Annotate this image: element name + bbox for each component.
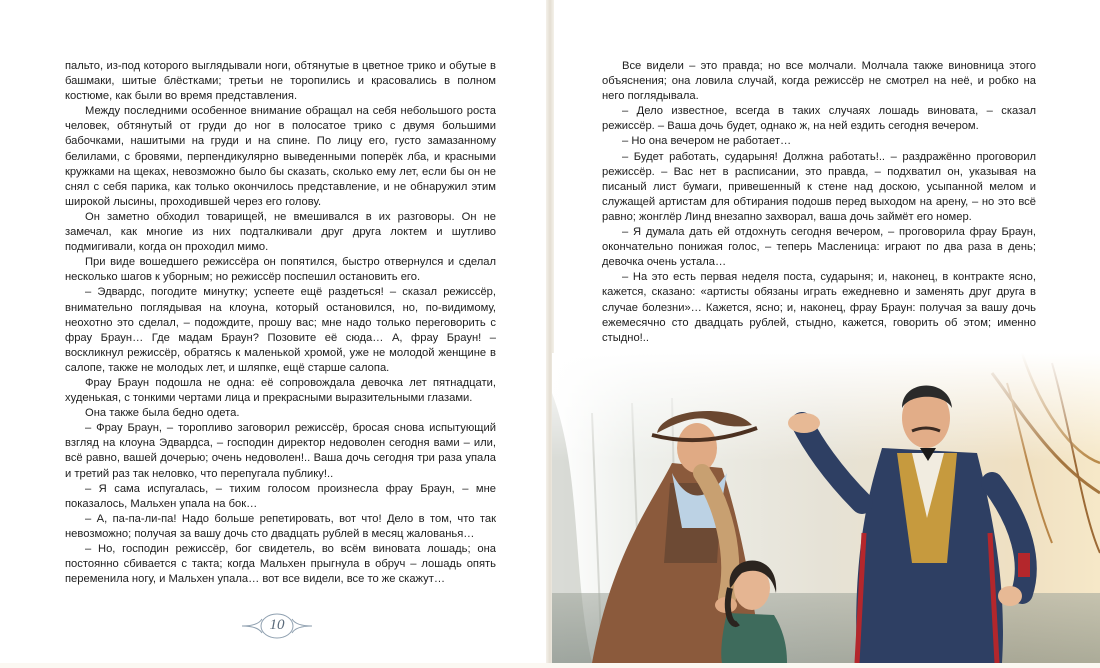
paragraph: Все видели – это правда; но все молчали. Молчала также виновница этого объяснения; она ловила случай, когда режиссёр не смотрел на неё, и робко на него поглядывала. xyxy=(602,60,1036,103)
paragraph: Он заметно обходил товарищей, не вмешивался в их разговоры. Он не замечал, как многие из них подталкивали друг друга локтем и шутливо подмигивали, когда он проходил мимо. xyxy=(65,210,496,254)
right-text-column xyxy=(602,59,1036,346)
page-number-ornament xyxy=(240,611,314,641)
paragraph: Между последними особенное внимание обращал на себя небольшого роста человек, обтянутый от груди до ног в полосатое трико с двумя большими бабочками, нашитыми на груди и на спине. По лицу его, густо замазанному белилами, с бровями, перпендикулярно выведенными поперёк лба, и красными кружками на щеках, невозможно было бы сказать, сколько ему лет, если бы он не снял с себя парика, как только окончилось представление, и не обнаружил этим широкой лысины, проходившей через его голову. xyxy=(65,105,496,208)
illustration-scene xyxy=(552,353,1100,663)
circus-illustration xyxy=(552,353,1100,663)
paragraph: – Я сама испугалась, – тихим голосом произнесла фрау Браун, – мне показалось, Мальхен упала на бок… xyxy=(65,482,496,510)
paragraph: Она также была бедно одета. xyxy=(85,407,240,420)
left-text-column xyxy=(65,59,496,587)
paragraph: – А, па-па-ли-па! Надо больше репетировать, вот что! Дело в том, что так невозможно; получая за вашу дочь сто двадцать рублей в месяц жалованья… xyxy=(65,512,496,540)
paragraph: Фрау Браун подошла не одна: её сопровождала девочка лет пятнадцати, худенькая, с тонкими чертами лица и прекрасными выразительными глазами. xyxy=(65,376,496,405)
paragraph: – Эдвардс, погодите минутку; успеете ещё раздеться! – сказал режиссёр, внимательно поглядывая на клоуна, который остановился, но, по-видимому, неохотно это сделал, – подождите, прошу вас; мне надо только переговорить с фрау Браун… Где мадам Браун? Позовите её сюда… А, фрау Браун! – воскликнул режиссёр, обратясь к маленькой хромой, уже не молодой женщине в салопе, также не молодых лет, и шляпке, ещё старше салопа. xyxy=(65,286,496,374)
paragraph: – Но она вечером не работает… xyxy=(622,135,792,148)
paragraph: пальто, из-под которого выглядывали ноги, обтянутые в цветное трико и обутые в башмаки, шитые блёстками; третьи не торопились и красовались в полном костюме, как были во время представления. xyxy=(65,60,496,103)
paragraph: – Я думала дать ей отдохнуть сегодня вечером, – проговорила фрау Браун, окончательно понижая голос, – теперь Масленица: играют по два раза в день; девочка очень устала… xyxy=(602,226,1036,269)
page-number: 10 xyxy=(269,617,285,633)
paragraph: – На это есть первая неделя поста, сударыня; и, наконец, в контракте ясно, кажется, сказано: «артисты обязаны играть ежедневно и заменять друг друга в случае болезни»… Кажется, ясно; и, наконец, фрау Браун: получая за вашу дочь ежемесячно сто двадцать рублей, стыдно, кажется, говорить об этом; именно стыдно!.. xyxy=(602,271,1036,344)
paragraph: – Будет работать, сударыня! Должна работать!.. – раздражённо проговорил режиссёр. – Вас нет в расписании, это правда, – подхватил он, указывая на писаный лист бумаги, привешенный к стене над доскою, усыпанной мелом и служащей артистам для обтирания подошв перед выходом на арену, – но это всё равно; жонглёр Линд внезапно захворал, ваша дочь займёт его номер. xyxy=(602,150,1036,223)
paragraph: – Но, господин режиссёр, бог свидетель, во всём виновата лошадь; она постоянно сбивается с такта; когда Мальхен прыгнула в обруч – лошадь опять переменила ногу, и Мальхен упала… вот все видели, все то же скажут… xyxy=(65,543,496,586)
paragraph: При виде вошедшего режиссёра он попятился, быстро отвернулся и сделал несколько шагов к уборным; но режиссёр поспешил остановить его. xyxy=(65,256,496,284)
paragraph: – Фрау Браун, – торопливо заговорил режиссёр, бросая снова испытующий взгляд на клоуна Эдвардса, – господин директор недоволен сегодня вами – или, всё равно, вашей дочерью; очень недоволен!.. Ваша дочь сегодня три раза упала и третий раз так неловко, что перепугала публику!.. xyxy=(65,422,496,480)
paragraph: – Дело известное, всегда в таких случаях лошадь виновата, – сказал режиссёр. – Ваша дочь будет, однако ж, на ней ездить сегодня вечером. xyxy=(602,105,1036,133)
